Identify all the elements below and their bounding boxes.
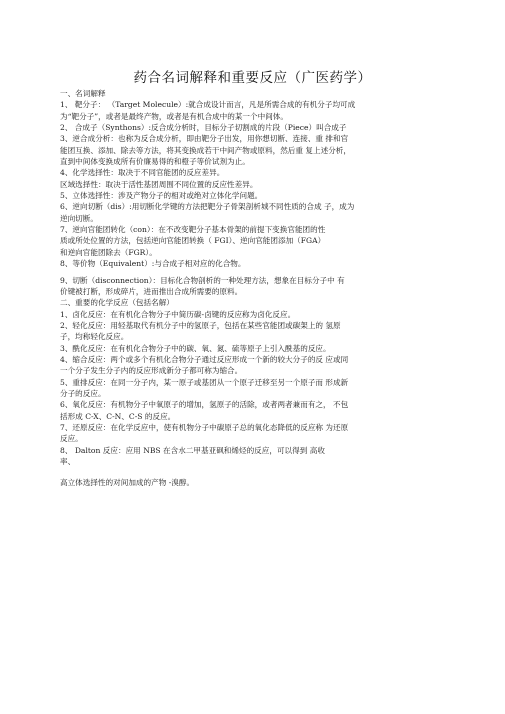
text-line: 3、酰化反应：在有机化合物分子中的碳、氧、氮、硫等原子上引入酰基的反应。 <box>60 343 331 353</box>
text-line: 直到中间体变换成所有价廉易得的和橙子等价试剂为止。 <box>60 157 250 167</box>
text-line: 7、还原反应：在化学反应中，使有机物分子中碳原子总的氧化态降低的反应称 为还原 <box>60 422 349 432</box>
text-line: 6、氧化反应：有机物分子中氧原子的增加，氢原子的活除，或者两者兼而有之， 不包 <box>60 400 349 410</box>
text-line: 3、逆合成分析：也称为反合成分析，即由靶分子出发，用你想切断、连接、重 排和官 <box>60 134 349 144</box>
text-line: 5、重排反应：在同一分子内，某一原子或基团从一个原子迁移至另一个原子而 形成新 <box>60 377 349 387</box>
text-line: 逆向切断。 <box>60 213 98 223</box>
text-line: 4、化学选择性：取决于不同官能团的反应差异。 <box>60 168 225 178</box>
text-line: 区域选择性：取决于活性基团周围不同位置的反应性差异。 <box>60 179 258 189</box>
text-line: 2、轻化反应：用轻基取代有机分子中的氢原子，包括在某些官能团或碳架上的 氢原 <box>60 320 341 330</box>
text-line: 分子的反应。 <box>60 388 106 398</box>
text-line: 括形成 C-X、C-N、C-S 的反应。 <box>60 411 176 421</box>
text-line: 8、 Dalton 反应：应用 NBS 在含水二甲基亚砜和烯烃的反应，可以得到 高收 <box>60 445 325 455</box>
text-line: 6、逆向切断（dis）:用切断化学键的方法把靶分子骨架剖析城不同性质的合成 子，成为 <box>60 202 355 212</box>
text-line: 7、逆向官能团转化（con）：在不改变靶分子基本骨架的前提下变换官能团的性 <box>60 225 326 235</box>
section-heading-reactions: 二、重要的化学反应（包括名解） <box>60 298 174 308</box>
text-line: 1、卤化反应：在有机化合物分子中简历碳-卤键的反应称为卤化反应。 <box>60 309 296 319</box>
text-line: 5、立体选择性：涉及产物分子的相对或绝对立体化学问题。 <box>60 191 263 201</box>
text-line: 能团互换、添加、除去等方法，将其变换成若干中间产物或原料，然后重 复上述分析， <box>60 145 351 155</box>
document-body <box>60 88 455 489</box>
text-line: 一个分子发生分子内的反应形成新分子都可称为缩合。 <box>60 366 243 376</box>
text-line: 高立体选择性的对间加成的产物 -溴醇。 <box>60 478 195 488</box>
text-line: 4、缩合反应：两个或多个有机化合物分子通过反应形成一个新的较大分子的反 应或同 <box>60 354 349 364</box>
text-line: 价键被打断，形成碎片，进而推出合成所需要的原料。 <box>60 286 243 296</box>
section-heading-terms: 一、名词解释 <box>60 89 106 98</box>
text-line: 率、 <box>60 457 76 466</box>
document-title: 药合名词解释和重要反应（广医药学） <box>133 70 372 86</box>
text-line: 8、等价物（Equivalent）:与合成子相对应的化合物。 <box>60 259 246 269</box>
text-line: 子，均称轻化反应。 <box>60 332 129 342</box>
text-line: 1、 靶分子： （Target Molecule）:就合成设计而言，凡是所需合成的有机分子均可成 <box>60 100 356 110</box>
text-line: 质或所处位置的方法，包括逆向官能团转换（ FGI）、逆向官能团添加（FGA） <box>60 236 326 246</box>
text-line: 和逆向官能团除去（FGR）。 <box>60 247 157 257</box>
text-line: 2、 合成子（Synthons）:反合成分析时，目标分子切割成的片段（Piece）叫合成子 <box>60 123 347 133</box>
text-line: 为“靶分子”，或者是最终产物，或者是有机合成中的某一个中间体。 <box>60 111 288 121</box>
text-line: 反应。 <box>60 434 83 444</box>
text-line: 9、切断（disconnection）：目标化合物剖析的一种处理方法，想象在目标分子中 有 <box>60 275 345 285</box>
